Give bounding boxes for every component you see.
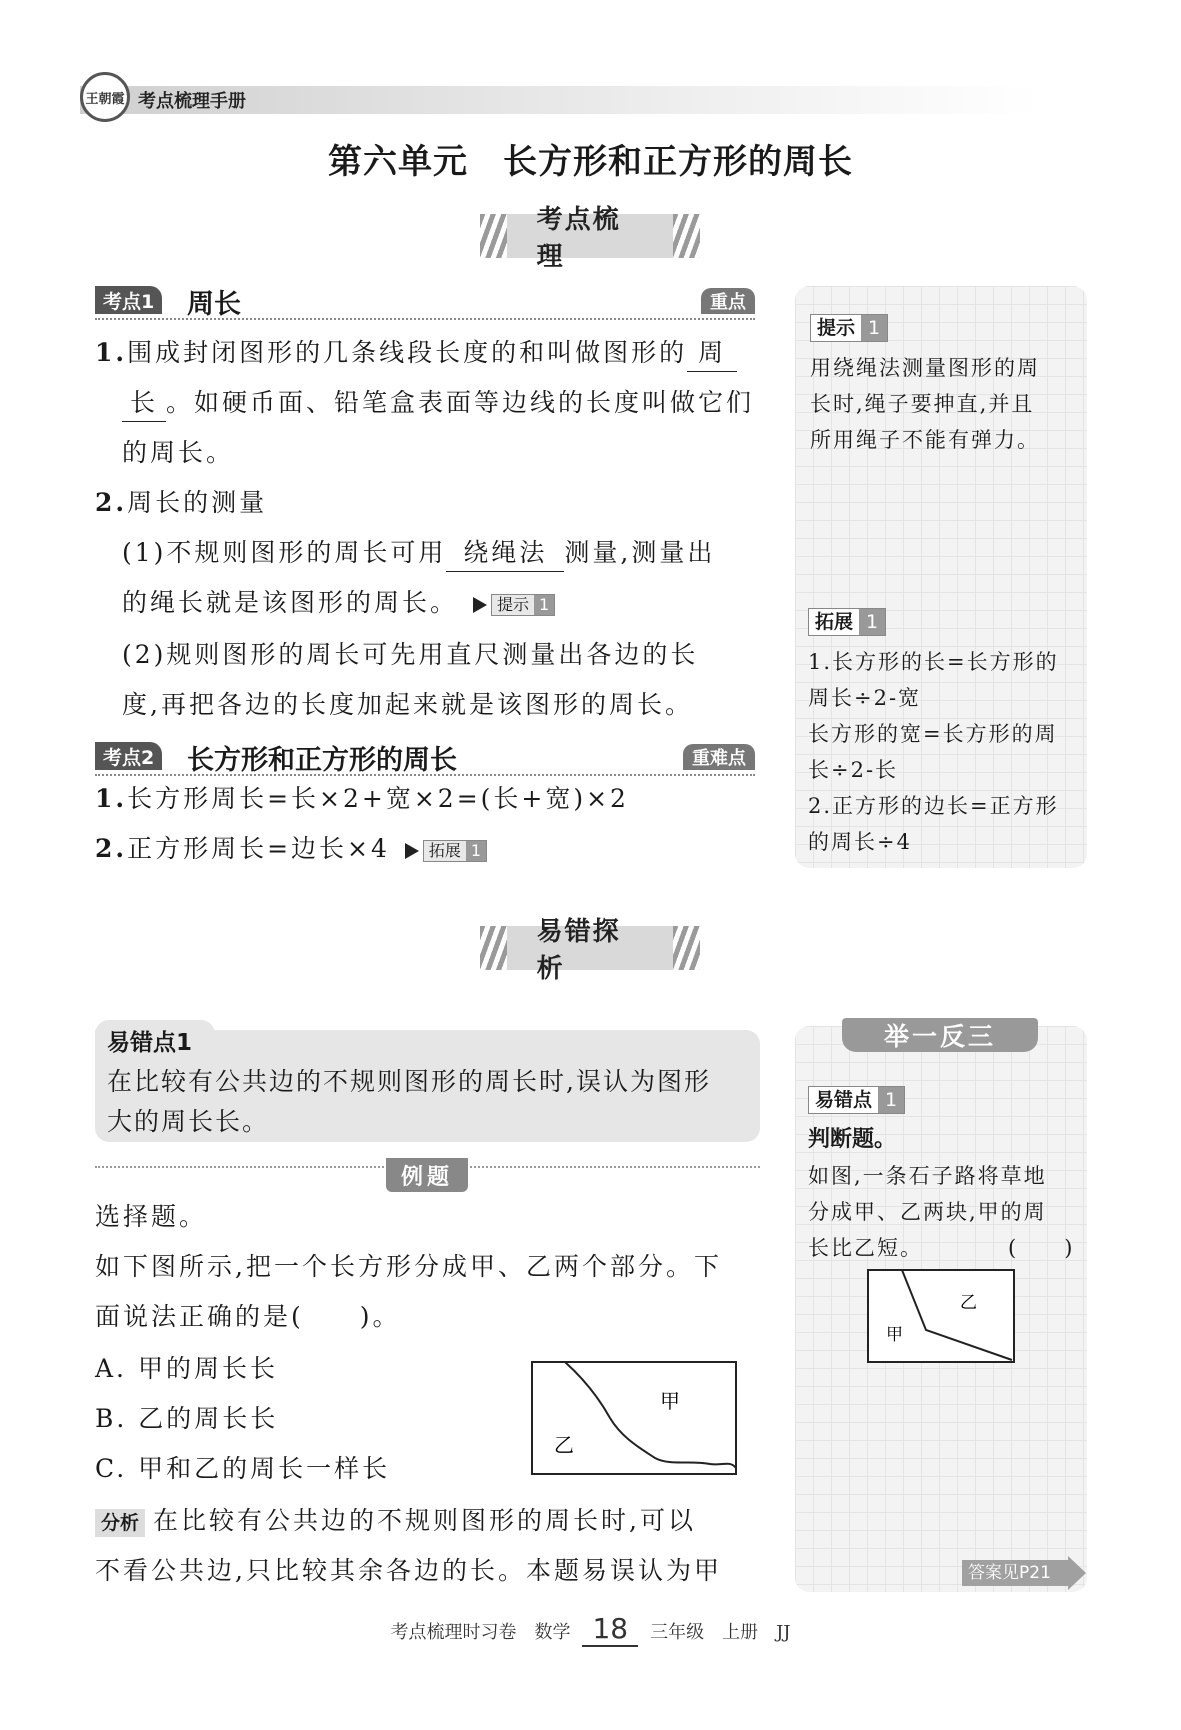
practice-line: 分成甲、乙两块,甲的周 [808,1200,1047,1224]
kaodian1-p2-1-line2 [122,578,555,628]
kaodian1-p1-line3: 的周长。 [122,438,235,467]
p1-text-b: 。如硬币面、铅笔盒表面等边线的长度叫做它们 [166,388,755,417]
kaodian2-tag: 考点2 [95,742,162,770]
extension-line: 的周长÷4 [808,830,912,854]
question-type: 选择题。 [95,1202,208,1231]
kaodian1-badge: 重点 [701,288,755,314]
page-number: 18 [582,1612,638,1647]
ref-label: 拓展 [424,841,466,861]
question-stem [95,1242,775,1342]
kaodian1-p2-1 [122,528,772,578]
option-b[interactable]: B. 乙的周长长 [95,1404,279,1433]
tip-tag-number: 1 [861,315,887,341]
analysis-tag: 分析 [95,1509,145,1537]
tip-body [810,350,1085,458]
kaodian2-line2 [95,824,487,874]
error-point-line: 大的周长长。 [107,1107,270,1136]
example-figure [530,1360,740,1478]
figure-label-yi: 乙 [960,1293,977,1313]
practice-title: 举一反三 [842,1018,1038,1052]
extension-line: 周长÷2-宽 [808,686,922,710]
banner-stripes-left [480,926,507,970]
answer-ref-text[interactable]: 答案见P21 [968,1563,1051,1583]
figure-label-yi: 乙 [554,1433,574,1457]
tip-line: 长时,绳子要抻直,并且 [810,392,1035,416]
options [95,1344,390,1494]
tip-line: 所用绳子不能有弹力。 [810,428,1040,452]
p2-1-text-a: (1)不规则图形的周长可用 [122,538,447,567]
kaodian2-header [95,740,755,776]
p2-1-text-c: 的绳长就是该图形的周长。 [122,588,459,617]
footer-right: 三年级 上册 JJ [650,1622,791,1643]
kaodian1-p2 [95,478,267,528]
tip-tag [810,314,888,342]
ref-tip-1[interactable] [473,594,555,616]
section-title: 考点梳理 [507,214,674,258]
publisher-logo [80,72,130,122]
ref-extension-1[interactable] [405,840,487,862]
practice-figure [866,1268,1018,1366]
banner-stripes-right [673,214,700,258]
tip-tag-label: 提示 [817,317,856,339]
practice-tag [808,1086,905,1114]
pointer-arrow-icon [473,597,487,613]
l1-text: 长方形周长=长×2+宽×2=(长+宽)×2 [127,784,629,813]
pointer-arrow-icon [405,843,419,859]
page-footer [0,1612,1181,1647]
kaodian1-p1-line2 [122,378,772,428]
practice-line: 如图,一条石子路将草地 [808,1164,1047,1188]
analysis [95,1496,775,1596]
practice-tag-label: 易错点 [815,1089,873,1111]
practice-question-type: 判断题。 [808,1127,897,1152]
l1-number: 1. [95,784,128,813]
kaodian2-badge: 重难点 [683,744,755,770]
option-c[interactable]: C. 甲和乙的周长一样长 [95,1454,391,1483]
p1-number: 1. [95,338,128,367]
l2-number: 2. [95,834,128,863]
kaodian1-p2-2-line2: 度,再把各边的长度加起来就是该图形的周长。 [122,690,693,719]
ref-number: 1 [534,595,554,615]
error-point-tag: 易错点1 [95,1020,215,1060]
p2-title: 周长的测量 [127,488,268,517]
figure-rectangle [868,1270,1014,1362]
p2-1-text-b: 测量,测量出 [564,538,716,567]
extension-tag [808,608,886,636]
extension-line: 2.正方形的边长=正方形 [808,794,1059,818]
p1-text-a: 围成封闭图形的几条线段长度的和叫做图形的 [127,338,688,367]
figure-label-jia: 甲 [886,1325,903,1345]
example-tag: 例题 [386,1158,468,1192]
extension-tag-label: 拓展 [815,611,854,633]
section-banner-kaodian [480,205,700,272]
ref-number: 1 [466,841,486,861]
question-line: 面说法正确的是( )。 [95,1302,401,1331]
l2-text: 正方形周长=边长×4 [127,834,390,863]
figure-rectangle [532,1362,736,1474]
logo-text: 王朝霞 [85,91,125,107]
unit-title: 第六单元 长方形和正方形的周长 [328,142,853,182]
extension-line: 长方形的宽=长方形的周 [808,722,1058,746]
practice-question [808,1158,1088,1266]
kaodian1-tag: 考点1 [95,286,162,314]
error-point-text [107,1062,711,1142]
analysis-line: 在比较有公共边的不规则图形的周长时,可以 [153,1506,696,1535]
section-banner-yicuo [480,917,700,984]
figure-label-jia: 甲 [660,1389,680,1413]
extension-line: 长÷2-长 [808,758,899,782]
kaodian1-p2-2: (2)规则图形的周长可先用直尺测量出各边的长 [122,640,699,669]
extension-line: 1.长方形的长=长方形的 [808,650,1059,674]
footer-left: 考点梳理时习卷 数学 [390,1622,571,1643]
kaodian1-title: 周长 [187,289,241,320]
banner-stripes-right [673,926,700,970]
section-title: 易错探析 [507,926,674,970]
option-a[interactable]: A. 甲的周长长 [95,1354,278,1383]
p1-fill-answer-2: 长 [122,385,166,422]
error-point-line: 在比较有公共边的不规则图形的周长时,误认为图形 [107,1067,711,1096]
extension-body [808,644,1086,860]
ref-label: 提示 [492,595,534,615]
banner-stripes-left [480,214,507,258]
practice-line: 长比乙短。 [808,1236,923,1260]
answer-parentheses[interactable]: ( ) [1008,1236,1075,1260]
practice-tag-number: 1 [878,1087,904,1113]
tip-line: 用绕绳法测量图形的周 [810,356,1040,380]
kaodian1-p1 [95,328,765,378]
question-line: 如下图所示,把一个长方形分成甲、乙两个部分。下 [95,1252,722,1281]
kaodian2-title: 长方形和正方形的周长 [187,745,457,776]
p1-fill-answer-1: 周 [687,335,737,372]
kaodian1-header [95,284,755,320]
p2-number: 2. [95,488,128,517]
extension-tag-number: 1 [859,609,885,635]
analysis-line: 不看公共边,只比较其余各边的长。本题易误认为甲 [95,1556,722,1585]
kaodian2-line1 [95,774,629,824]
book-title: 考点梳理手册 [138,91,246,112]
p2-1-fill-answer: 绕绳法 [446,535,564,572]
